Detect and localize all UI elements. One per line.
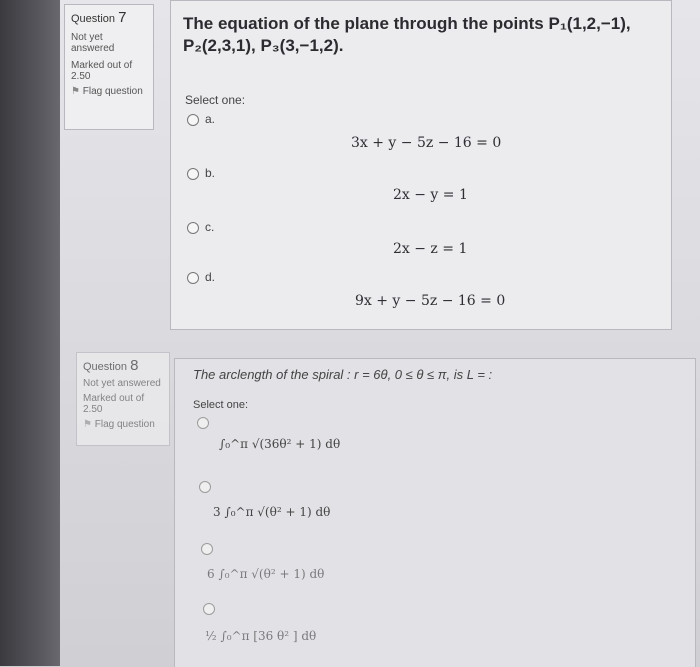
question-7-info [64, 4, 154, 130]
option-2-formula[interactable]: 3 ∫₀^π √(θ² + 1) dθ [213, 505, 331, 519]
question-8-text: The arclength of the spiral : r = 6θ, 0 ≤ θ ≤ π, is L = : [193, 367, 493, 382]
option-4-formula[interactable]: ½ ∫₀^π [36 θ² ] dθ [205, 629, 317, 643]
flag-question-label: Flag question [94, 419, 155, 430]
question-number: 8 [130, 357, 139, 374]
question-7-content [170, 0, 672, 330]
option-b-letter: b. [205, 166, 216, 180]
option-d-letter: d. [205, 270, 216, 284]
question-status: Not yet answered [83, 378, 161, 389]
question-marked-out-of: Marked out of 2.50 [71, 60, 133, 82]
select-one-label: Select one: [193, 399, 249, 411]
quiz-page [60, 0, 700, 666]
question-8-content [174, 358, 696, 667]
option-3-formula[interactable]: 6 ∫₀^π √(θ² + 1) dθ [207, 567, 325, 581]
question-label: Question [83, 361, 128, 373]
flag-icon: ⚑ [83, 419, 92, 430]
option-b-radio[interactable] [187, 168, 199, 180]
flag-icon: ⚑ [71, 86, 80, 97]
option-2-radio[interactable] [199, 481, 211, 493]
flag-question-link[interactable] [83, 419, 163, 430]
question-label: Question [71, 13, 116, 25]
option-4-radio[interactable] [203, 603, 215, 615]
option-d-radio[interactable] [187, 272, 199, 284]
option-1-formula[interactable]: ∫₀^π √(36θ² + 1) dθ [219, 437, 341, 451]
option-c-letter: c. [205, 220, 215, 234]
option-3-radio[interactable] [201, 543, 213, 555]
question-marked-out-of: Marked out of 2.50 [83, 393, 145, 415]
question-7-number [71, 9, 147, 26]
option-d-equation[interactable]: 9x + y − 5z − 16 = 0 [355, 293, 506, 309]
question-number: 7 [118, 9, 127, 26]
flag-question-link[interactable] [71, 86, 147, 97]
option-1-radio[interactable] [197, 417, 209, 429]
select-one-label: Select one: [185, 93, 246, 107]
option-a-radio[interactable] [187, 114, 199, 126]
option-c-radio[interactable] [187, 222, 199, 234]
question-status: Not yet answered [71, 32, 115, 54]
question-7-text-line1: The equation of the plane through the points P₁(1,2,−1), [183, 14, 631, 33]
left-sidebar-background [0, 0, 62, 666]
question-8-info [76, 352, 170, 446]
question-7-text-line2: P₂(2,3,1), P₃(3,−1,2). [183, 36, 344, 55]
question-8-number [83, 357, 163, 374]
flag-question-label: Flag question [82, 86, 143, 97]
option-a-letter: a. [205, 112, 216, 126]
option-a-equation[interactable]: 3x + y − 5z − 16 = 0 [351, 135, 502, 151]
option-b-equation[interactable]: 2x − y = 1 [393, 187, 468, 203]
option-c-equation[interactable]: 2x − z = 1 [393, 241, 468, 257]
